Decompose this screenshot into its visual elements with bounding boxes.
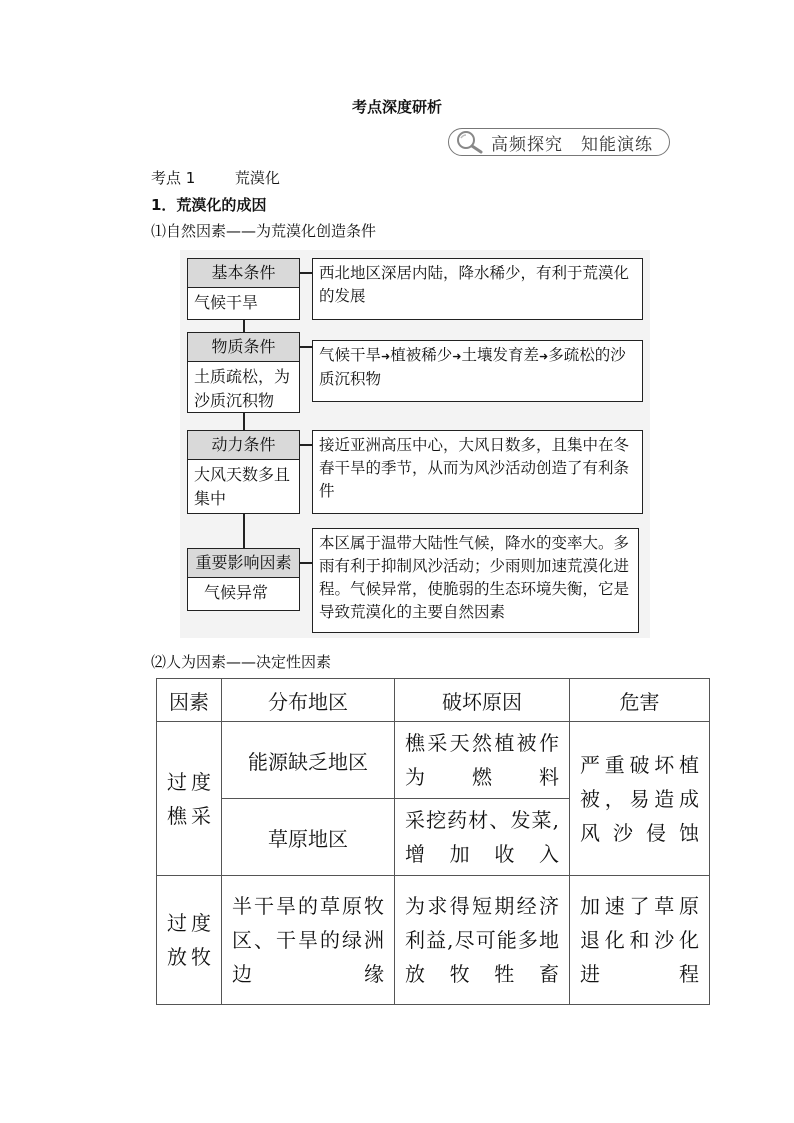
badge-text: 高频探究 知能演练: [491, 134, 653, 155]
magnifier-icon: [453, 129, 487, 155]
factor-body: 土质疏松，为沙质沉积物: [194, 367, 291, 410]
natural-factor-box: [187, 548, 300, 611]
page-title: 考点深度研析: [351, 98, 442, 116]
chain-step: 植被稀少: [390, 346, 453, 364]
natural-factor-box: [187, 258, 300, 320]
factor-description: [312, 340, 643, 402]
column-header: 危害: [570, 679, 710, 722]
chain-step: 多疏松的沙质沉积物: [319, 346, 626, 388]
connector-line: [300, 272, 312, 274]
column-header: 因素: [157, 679, 222, 722]
factor-header: 基本条件: [188, 259, 299, 288]
factor-cell: 过度樵采: [157, 722, 222, 876]
factor-description: 西北地区深居内陆，降水稀少，有利于荒漠化的发展: [312, 258, 643, 320]
factor-body: 气候异常: [204, 583, 269, 602]
factor-body: 气候干旱: [194, 293, 259, 312]
topic-label: 考点 1: [151, 169, 196, 187]
factor-header: 重要影响因素: [188, 549, 299, 578]
cause-cell: 樵采天然植被作为燃料: [395, 722, 570, 799]
natural-factors-title: ⑴自然因素——为荒漠化创造条件: [151, 222, 377, 240]
chain-step: 气候干旱: [319, 346, 382, 364]
topic-name: 荒漠化: [234, 169, 280, 187]
table-row: [157, 876, 710, 1005]
section1-title: 1．荒漠化的成因: [151, 196, 267, 214]
table-header-row: [157, 679, 710, 722]
natural-factor-box: [187, 332, 300, 413]
factor-header: 动力条件: [188, 431, 299, 460]
area-cell: 能源缺乏地区: [222, 722, 395, 799]
arrow-right-icon: ➜: [452, 350, 462, 363]
table-row: [157, 722, 710, 799]
factor-description: 本区属于温带大陆性气候，降水的变率大。多雨有利于抑制风沙活动；少雨则加速荒漠化进程。气候异常，使脆弱的生态环境失衡，它是导致荒漠化的主要自然因素: [312, 528, 639, 633]
arrow-right-icon: ➜: [381, 350, 391, 363]
topic-heading: [151, 167, 280, 188]
connector-line: [300, 562, 312, 564]
natural-factor-box: [187, 430, 300, 514]
connector-line: [243, 320, 245, 332]
arrow-right-icon: ➜: [538, 350, 549, 363]
human-factors-title: ⑵人为因素——决定性因素: [151, 653, 332, 671]
area-cell: 草原地区: [222, 799, 395, 876]
cause-cell: 为求得短期经济利益,尽可能多地放牧牲畜: [395, 876, 570, 1005]
chain-step: 土壤发育差: [461, 346, 539, 364]
section-badge: [448, 128, 670, 156]
factor-description: 接近亚洲高压中心，大风日数多，且集中在冬春干旱的季节，从而为风沙活动创造了有利条件: [312, 430, 643, 514]
connector-line: [243, 514, 245, 548]
area-cell: 半干旱的草原牧区、干旱的绿洲边缘: [222, 876, 395, 1005]
factor-header: 物质条件: [188, 333, 299, 362]
harm-cell: 加速了草原退化和沙化进程: [570, 876, 710, 1005]
column-header: 分布地区: [222, 679, 395, 722]
connector-line: [300, 444, 312, 446]
factor-body: 大风天数多且集中: [194, 465, 291, 508]
cause-cell: 采挖药材、发菜,增加收入: [395, 799, 570, 876]
harm-cell: 严重破坏植被，易造成风沙侵蚀: [570, 722, 710, 876]
human-factors-table: [156, 678, 710, 1005]
factor-cell: 过度放牧: [157, 876, 222, 1005]
connector-line: [300, 346, 312, 348]
column-header: 破坏原因: [395, 679, 570, 722]
